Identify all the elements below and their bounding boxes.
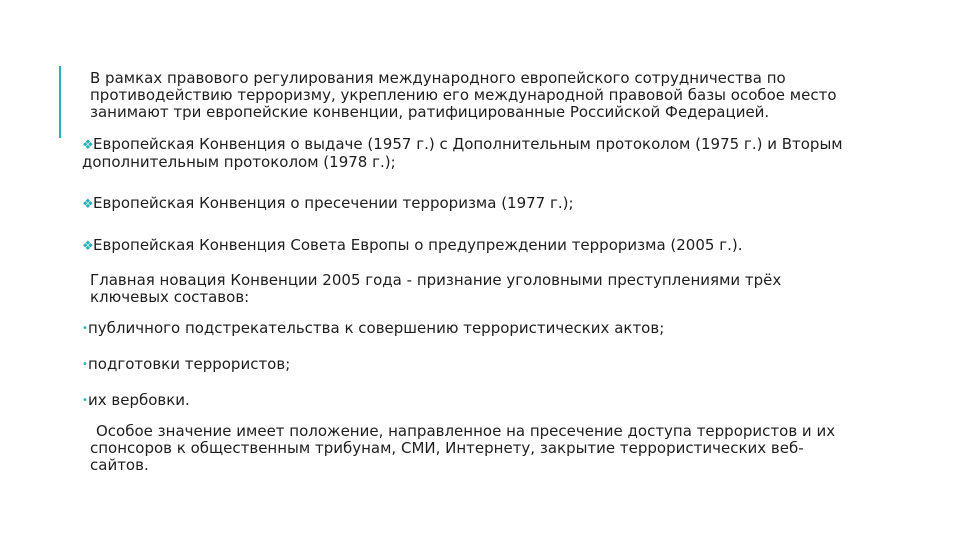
convention-item [82,136,852,171]
convention-text: Европейская Конвенция о пресечении терроризма (1977 г.); [93,194,574,212]
diamond-bullet-icon: ❖ [82,239,94,254]
dot-bullet-icon: • [82,323,88,334]
dot-bullet-icon: • [82,359,88,370]
slide-content [82,70,852,474]
convention-item [82,195,852,213]
offence-text: их вербовки. [88,391,190,409]
intro-paragraph: В рамках правового регулирования международного европейского сотрудничества по противодействию терроризму, укреплению его международной правовой базы особое место занимают три европейские конвенции, ратифицированные Российской Федерацией. [90,69,837,121]
novelty-paragraph: Главная новация Конвенции 2005 года - признание уголовными преступлениями трёх ключевых составов: [90,271,782,306]
diamond-bullet-icon: ❖ [82,197,94,212]
diamond-bullet-icon: ❖ [82,138,94,153]
convention-text: Европейская Конвенция о выдаче (1957 г.) с Дополнительным протоколом (1975 г.) и Вторым дополнительным протоколом (1978 г.); [82,135,843,171]
offence-item [82,356,852,373]
closing-paragraph: Особое значение имеет положение, направленное на пресечение доступа террористов и их спонсоров к общественным трибунам, СМИ, Интернету, закрытие террористических веб-сайтов. [90,422,836,474]
offence-text: подготовки террористов; [88,355,291,373]
offence-item [82,392,852,409]
offence-text: публичного подстрекательства к совершению террористических актов; [88,319,665,337]
convention-item [82,237,852,255]
convention-text: Европейская Конвенция Совета Европы о предупреждении терроризма (2005 г.). [93,236,743,254]
offence-item [82,320,852,337]
accent-bar [59,66,61,138]
dot-bullet-icon: • [82,395,88,406]
